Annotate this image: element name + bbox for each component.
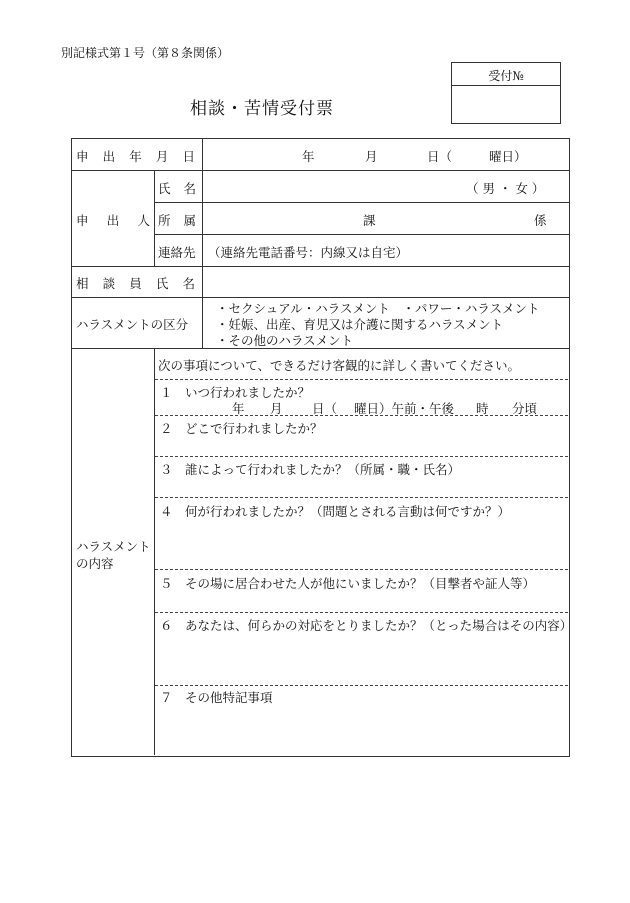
ka-unit: 課: [363, 213, 376, 228]
category-label: ハラスメントの区分: [76, 317, 189, 332]
content-label-line1: ハラスメント: [76, 539, 151, 554]
dashed-divider: [155, 685, 568, 686]
category-options: [203, 298, 568, 348]
receipt-number-field[interactable]: [453, 87, 559, 122]
gender-options[interactable]: （ 男 ・ 女 ）: [466, 181, 545, 196]
month-unit: 月: [365, 149, 378, 164]
question-2: ２ どこで行われましたか？: [160, 421, 323, 436]
answer-4-field[interactable]: [155, 518, 568, 569]
question-6: ６ あなたは、何らかの対応をとりましたか？（とった場合はその内容）: [160, 618, 573, 633]
form-number: 別記様式第１号（第８条関係）: [61, 46, 230, 60]
kakari-unit: 係: [534, 213, 547, 228]
counselor-name-field[interactable]: [203, 267, 568, 297]
category-option-3[interactable]: ・その他のハラスメント: [216, 333, 354, 348]
q1-minute-unit: 分頃: [512, 401, 538, 416]
name-label: 氏 名: [158, 181, 196, 196]
dashed-divider: [155, 569, 568, 570]
department-label: 所 属: [158, 213, 196, 228]
answer-5-field[interactable]: [155, 590, 568, 612]
answer-3-field[interactable]: [155, 476, 568, 497]
col-divider: [154, 170, 155, 266]
question-3: ３ 誰によって行われましたか？（所属・職・氏名）: [160, 462, 461, 477]
year-unit: 年: [302, 149, 315, 164]
date-field[interactable]: [203, 139, 568, 170]
category-option-1[interactable]: ・セクシュアル・ハラスメント ・パワー・ハラスメント: [216, 301, 540, 316]
q1-weekday-unit: 曜日）午前・午後: [354, 401, 455, 416]
contact-label: 連絡先: [158, 245, 196, 260]
contact-hint: （連絡先電話番号：内線又は自宅）: [208, 245, 409, 260]
question-5: ５ その場に居合わせた人が他にいましたか？（目撃者や証人等）: [160, 576, 536, 591]
answer-6-field[interactable]: [155, 632, 568, 685]
department-field[interactable]: [203, 203, 568, 234]
answer-7-field[interactable]: [155, 704, 568, 755]
question-4: ４ 何が行われましたか？（問題とされる言動は何ですか？）: [160, 504, 511, 519]
answer-1-field[interactable]: [155, 380, 568, 415]
category-option-2[interactable]: ・妊娠、出産、育児又は介護に関するハラスメント: [216, 317, 504, 332]
dashed-divider: [155, 612, 568, 613]
receipt-number-label: 受付№: [488, 69, 524, 83]
q1-year-unit: 年: [232, 401, 245, 416]
question-1: １ いつ行われましたか？: [160, 385, 311, 400]
receipt-number-box: [451, 62, 561, 124]
weekday-unit: 曜日）: [489, 149, 527, 164]
counselor-label: 相 談 員 氏 名: [76, 276, 195, 291]
content-instructions: 次の事項について、できるだけ客観的に詳しく書いてください。: [158, 358, 521, 373]
q1-month-unit: 月: [270, 401, 283, 416]
answer-2-field[interactable]: [155, 435, 568, 456]
day-unit: 日（: [427, 149, 453, 164]
applicant-name-field[interactable]: [203, 171, 568, 202]
dashed-divider: [155, 497, 568, 498]
q1-hour-unit: 時: [476, 401, 489, 416]
receipt-divider: [452, 85, 560, 86]
q1-day-unit: 日（: [312, 401, 338, 416]
date-label: 申 出 年 月 日: [76, 149, 195, 164]
form-title: 相談・苦情受付票: [190, 99, 334, 119]
content-label-line2: の内容: [76, 556, 114, 571]
dashed-divider: [155, 456, 568, 457]
applicant-label: 申 出 人: [76, 213, 150, 228]
contact-field[interactable]: [203, 235, 568, 266]
question-7: ７ その他特記事項: [160, 690, 273, 705]
